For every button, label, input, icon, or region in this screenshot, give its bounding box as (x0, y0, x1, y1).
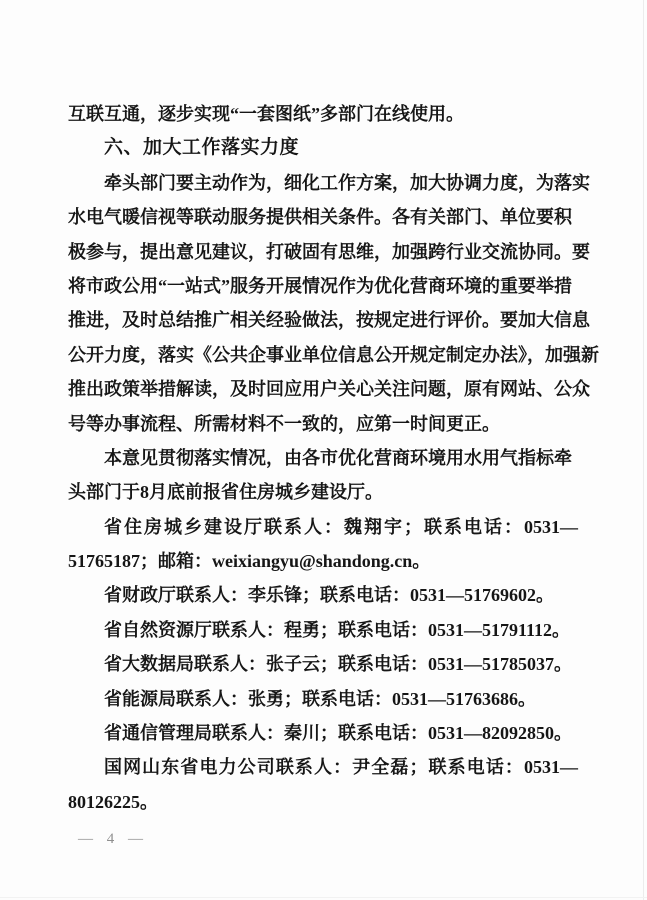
contact-line: 省大数据局联系人：张子云；联系电话：0531—51785037。 (104, 654, 572, 675)
body-line: 头部门于8月底前报省住房城乡建设厅。 (68, 482, 383, 503)
document-text-block (68, 97, 599, 819)
body-line: 互联互通，逐步实现“一套图纸”多部门在线使用。 (68, 104, 464, 124)
body-line: 牵头部门要主动作为，细化工作方案，加大协调力度，为落实 (104, 172, 590, 193)
contact-line: 省住房城乡建设厅联系人：魏翔宇；联系电话：0531— (104, 516, 578, 537)
body-line: 公开力度，落实《公共企事业单位信息公开规定制定办法》，加强新 (68, 344, 599, 365)
body-line: 推进，及时总结推广相关经验做法，按规定进行评价。要加大信息 (68, 310, 590, 331)
section-heading: 六、加大工作落实力度 (104, 137, 300, 159)
contact-line: 省通信管理局联系人：秦川；联系电话：0531—82092850。 (104, 723, 572, 744)
body-line: 本意见贯彻落实情况，由各市优化营商环境用水用气指标牵 (104, 447, 572, 468)
body-line: 推出政策举措解读，及时回应用户关心关注问题，原有网站、公众 (68, 379, 590, 400)
contact-line: 80126225。 (68, 791, 158, 812)
page-number: — 4 — (78, 831, 148, 847)
body-line: 极参与，提出意见建议，打破固有思维，加强跨行业交流协同。要 (68, 241, 590, 262)
scan-edge-right (643, 0, 644, 900)
contact-line: 省自然资源厅联系人：程勇；联系电话：0531—51791112。 (104, 619, 571, 640)
contact-line: 省能源局联系人：张勇；联系电话：0531—51763686。 (104, 688, 536, 709)
body-line: 将市政公用“一站式”服务开展情况作为优化营商环境的重要举措 (68, 275, 572, 296)
contact-line: 国网山东省电力公司联系人：尹全磊；联系电话：0531— (104, 757, 578, 778)
scan-edge-bottom (0, 897, 647, 898)
body-line: 水电气暖信视等联动服务提供相关条件。各有关部门、单位要积 (68, 207, 572, 228)
contact-line: 省财政厅联系人：李乐锋；联系电话：0531—51769602。 (104, 585, 554, 606)
body-line: 号等办事流程、所需材料不一致的，应第一时间更正。 (68, 413, 500, 434)
contact-line: 51765187；邮箱：weixiangyu@shandong.cn。 (68, 551, 431, 572)
